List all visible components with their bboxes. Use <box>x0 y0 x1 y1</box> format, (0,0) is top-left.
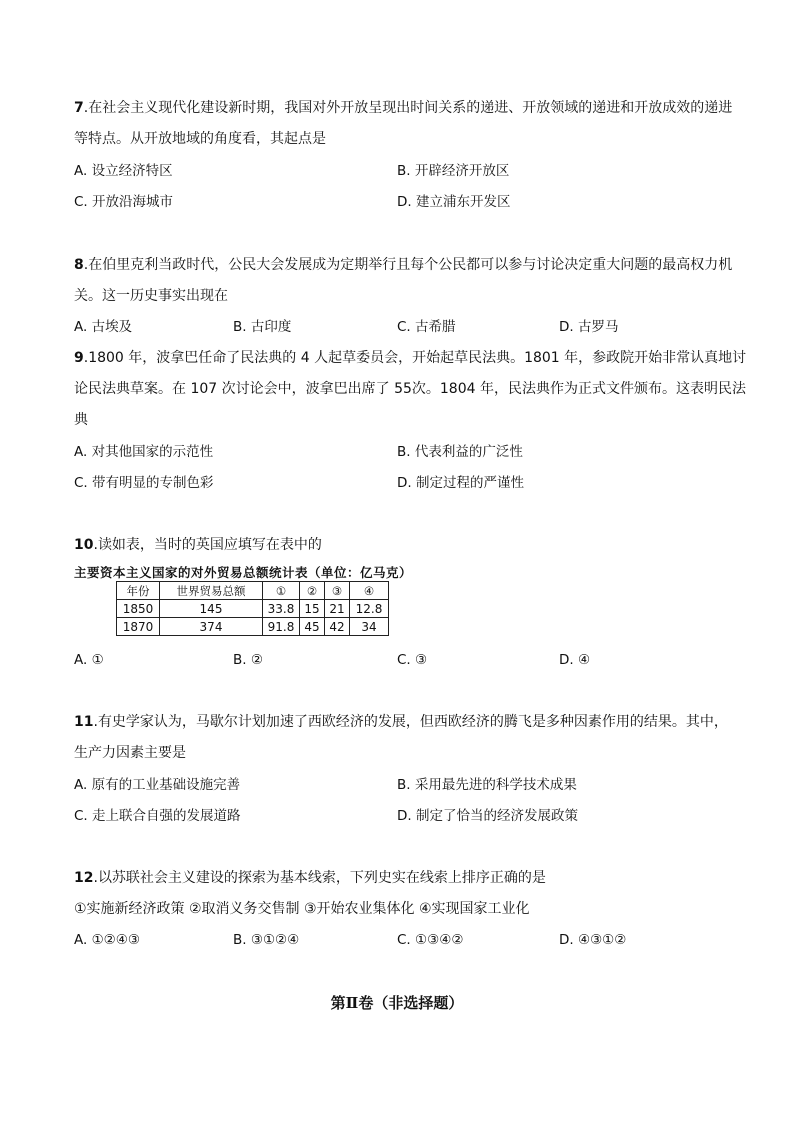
q9-stem-line-3: 典 <box>74 412 88 428</box>
q11-option-d: D. 制定了恰当的经济发展政策 <box>397 808 578 824</box>
q8-option-b: B. 古印度 <box>233 319 292 335</box>
q10-number: 10 <box>74 537 94 553</box>
q7-stem-text-1: 在社会主义现代化建设新时期，我国对外开放呈现出时间关系的递进、开放领域的递进和开放成效的递进 <box>88 100 733 116</box>
q7-number: 7 <box>74 100 84 116</box>
q12-stem-line-1: 12.以苏联社会主义建设的探索为基本线索，下列史实在线索上排序正确的是 <box>74 870 546 886</box>
q10-option-d: D. ④ <box>559 652 591 668</box>
q12-option-d: D. ④③①② <box>559 932 627 948</box>
section-title: 第Ⅱ卷（非选择题） <box>330 994 464 1012</box>
table-cell: 15 <box>300 600 325 618</box>
q9-option-a: A. 对其他国家的示范性 <box>74 444 214 460</box>
q8-stem-line-1: 8.在伯里克利当政时代，公民大会发展成为定期举行且每个公民都可以参与讨论决定重大问题的最高权力机 <box>74 257 733 273</box>
table-cell: 1850 <box>117 600 160 618</box>
table-row <box>117 618 389 636</box>
trade-table-caption: 主要资本主义国家的对外贸易总额统计表（单位：亿马克） <box>74 565 413 580</box>
trade-table <box>116 581 389 636</box>
q9-option-b: B. 代表利益的广泛性 <box>397 444 523 460</box>
q9-stem-text-1: 1800 年，波拿巴任命了民法典的 4 人起草委员会，开始起草民法典。1801 年，参政院开始非常认真地讨 <box>88 350 747 366</box>
q12-option-b: B. ③①②④ <box>233 932 300 948</box>
q11-stem-line-1: 11.有史学家认为，马歇尔计划加速了西欧经济的发展，但西欧经济的腾飞是多种因素作用的结果。其中， <box>74 714 728 730</box>
table-cell: 91.8 <box>263 618 300 636</box>
q9-stem-line-1: 9.1800 年，波拿巴任命了民法典的 4 人起草委员会，开始起草民法典。1801 年，参政院开始非常认真地讨 <box>74 350 747 366</box>
q10-option-c: C. ③ <box>397 652 428 668</box>
header-country-2: ② <box>300 582 325 600</box>
q9-stem-line-2: 论民法典草案。在 107 次讨论会中，波拿巴出席了 55次。1804 年，民法典作为正式文件颁布。这表明民法 <box>74 381 746 397</box>
q11-option-b: B. 采用最先进的科学技术成果 <box>397 777 577 793</box>
q10-option-b: B. ② <box>233 652 263 668</box>
q8-option-a: A. 古埃及 <box>74 319 133 335</box>
header-world-total: 世界贸易总额 <box>160 582 263 600</box>
q8-number: 8 <box>74 257 84 273</box>
q8-stem-line-2: 关。这一历史事实出现在 <box>74 288 228 304</box>
table-cell: 45 <box>300 618 325 636</box>
q11-option-c: C. 走上联合自强的发展道路 <box>74 808 241 824</box>
q7-stem-line-2: 等特点。从开放地域的角度看，其起点是 <box>74 131 326 147</box>
table-cell: 42 <box>325 618 350 636</box>
q10-option-a: A. ① <box>74 652 104 668</box>
q8-option-c: C. 古希腊 <box>397 319 456 335</box>
table-cell: 21 <box>325 600 350 618</box>
header-country-4: ④ <box>350 582 389 600</box>
header-country-3: ③ <box>325 582 350 600</box>
q11-number: 11 <box>74 714 94 730</box>
q12-stem-text-1: 以苏联社会主义建设的探索为基本线索，下列史实在线索上排序正确的是 <box>97 870 546 886</box>
table-cell: 33.8 <box>263 600 300 618</box>
q10-stem-text-1: 读如表，当时的英国应填写在表中的 <box>97 537 322 553</box>
header-country-1: ① <box>263 582 300 600</box>
q9-option-c: C. 带有明显的专制色彩 <box>74 475 214 491</box>
table-cell: 12.8 <box>350 600 389 618</box>
q9-number: 9 <box>74 350 84 366</box>
table-row <box>117 600 389 618</box>
q12-stem-line-2: ①实施新经济政策 ②取消义务交售制 ③开始农业集体化 ④实现国家工业化 <box>74 901 530 917</box>
q7-stem-line-1: 7.在社会主义现代化建设新时期，我国对外开放呈现出时间关系的递进、开放领域的递进和开放成效的递进 <box>74 100 733 116</box>
q12-number: 12 <box>74 870 94 886</box>
q11-option-a: A. 原有的工业基础设施完善 <box>74 777 241 793</box>
q7-option-a: A. 设立经济特区 <box>74 163 173 179</box>
q7-option-c: C. 开放沿海城市 <box>74 194 174 210</box>
trade-table-header-row <box>117 582 389 600</box>
q12-option-c: C. ①③④② <box>397 932 464 948</box>
q11-stem-text-1: 有史学家认为，马歇尔计划加速了西欧经济的发展，但西欧经济的腾飞是多种因素作用的结果。其中， <box>97 714 728 730</box>
q11-stem-line-2: 生产力因素主要是 <box>74 745 186 761</box>
table-cell: 374 <box>160 618 263 636</box>
q8-option-d: D. 古罗马 <box>559 319 619 335</box>
header-year: 年份 <box>117 582 160 600</box>
q10-stem-line-1: 10.读如表，当时的英国应填写在表中的 <box>74 537 322 553</box>
q8-stem-text-1: 在伯里克利当政时代，公民大会发展成为定期举行且每个公民都可以参与讨论决定重大问题的最高权力机 <box>88 257 733 273</box>
q9-option-d: D. 制定过程的严谨性 <box>397 475 524 491</box>
q12-option-a: A. ①②④③ <box>74 932 140 948</box>
table-cell: 1870 <box>117 618 160 636</box>
q7-option-b: B. 开辟经济开放区 <box>397 163 510 179</box>
q7-option-d: D. 建立浦东开发区 <box>397 194 511 210</box>
table-cell: 145 <box>160 600 263 618</box>
table-cell: 34 <box>350 618 389 636</box>
